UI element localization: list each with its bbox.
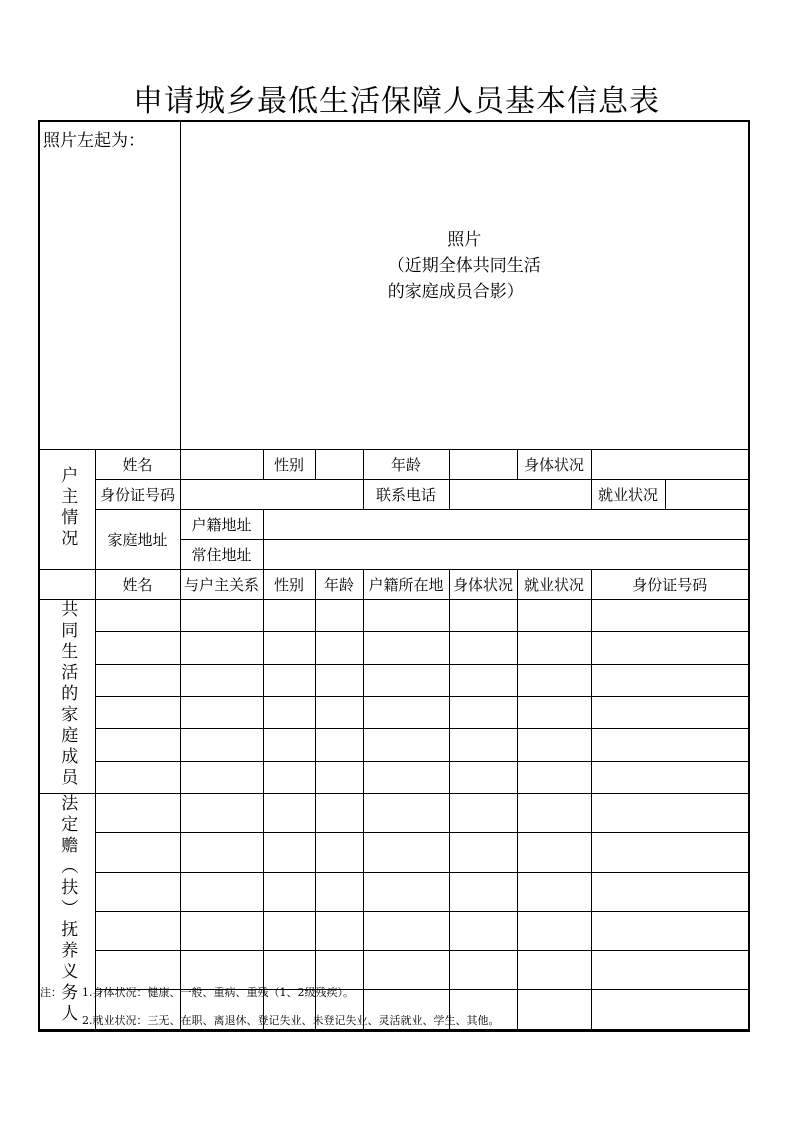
member-cell[interactable] [591,632,749,664]
member-cell[interactable] [363,872,449,911]
obligors-row [39,911,749,950]
obligors-row [39,794,749,833]
label-name: 姓名 [95,450,180,480]
member-cell[interactable] [449,664,517,696]
member-cell[interactable] [180,664,263,696]
member-cell[interactable] [363,632,449,664]
member-cell[interactable] [591,833,749,872]
member-cell[interactable] [517,872,591,911]
member-cell[interactable] [517,664,591,696]
note-1: 注： 1.身体状况：健康、一般、重病、重残（1、2级残疾）。 [40,986,354,999]
family-row [39,600,749,632]
col-header: 户籍所在地 [363,570,449,600]
member-cell[interactable] [517,990,591,1031]
member-cell[interactable] [263,833,315,872]
member-cell[interactable] [263,600,315,632]
member-cell[interactable] [95,872,180,911]
notes-label: 注： [40,986,62,999]
member-cell[interactable] [180,872,263,911]
member-cell[interactable] [95,833,180,872]
member-cell[interactable] [363,761,449,793]
member-cell[interactable] [591,729,749,761]
member-cell[interactable] [363,600,449,632]
member-cell[interactable] [95,696,180,728]
info-form-table [38,120,750,1032]
family-row [39,664,749,696]
member-cell[interactable] [449,600,517,632]
obligors-row [39,872,749,911]
member-cell[interactable] [263,911,315,950]
member-cell[interactable] [315,729,363,761]
member-cell[interactable] [591,664,749,696]
col-header: 身份证号码 [591,570,749,600]
member-cell[interactable] [517,761,591,793]
family-row [39,729,749,761]
field-employment[interactable] [665,480,749,510]
member-cell[interactable] [180,600,263,632]
member-cell[interactable] [180,794,263,833]
member-cell[interactable] [315,696,363,728]
member-cell[interactable] [263,696,315,728]
member-cell[interactable] [449,911,517,950]
member-cell[interactable] [591,794,749,833]
label-employment: 就业状况 [591,480,665,510]
field-registered-address[interactable] [263,510,749,540]
member-cell[interactable] [95,911,180,950]
header-blank [39,570,95,600]
member-cell[interactable] [263,761,315,793]
col-header: 年龄 [315,570,363,600]
member-cell[interactable] [263,729,315,761]
member-cell[interactable] [449,833,517,872]
member-cell[interactable] [315,761,363,793]
obligors-row [39,833,749,872]
label-gender: 性别 [263,450,315,480]
member-cell[interactable] [591,761,749,793]
col-header: 性别 [263,570,315,600]
label-residence-address: 常住地址 [180,540,263,570]
member-cell[interactable] [517,696,591,728]
field-name[interactable] [180,450,263,480]
member-cell[interactable] [315,632,363,664]
field-id-number[interactable] [180,480,363,510]
family-row [39,632,749,664]
field-health[interactable] [591,450,749,480]
member-cell[interactable] [517,794,591,833]
member-cell[interactable] [363,794,449,833]
member-cell[interactable] [180,632,263,664]
member-cell[interactable] [449,761,517,793]
member-cell[interactable] [95,600,180,632]
member-cell[interactable] [95,794,180,833]
label-address: 家庭地址 [95,510,180,570]
member-cell[interactable] [263,794,315,833]
member-cell[interactable] [517,951,591,990]
photo-label: 照片左起为： [39,121,180,450]
member-cell[interactable] [517,911,591,950]
col-header: 姓名 [95,570,180,600]
obligors-section-label: 法定赡（扶）抚养义务人 [39,794,95,1031]
head-section-label: 户主情况 [39,450,95,570]
label-id-number: 身份证号码 [95,480,180,510]
member-cell[interactable] [180,729,263,761]
label-phone: 联系电话 [363,480,449,510]
member-cell[interactable] [315,872,363,911]
member-cell[interactable] [95,632,180,664]
member-cell[interactable] [363,664,449,696]
member-cell[interactable] [517,632,591,664]
family-section-label: 共同生活的家庭成员 [39,600,95,794]
members-header-row [39,570,749,600]
member-cell[interactable] [180,833,263,872]
member-cell[interactable] [449,951,517,990]
member-cell[interactable] [591,696,749,728]
member-cell[interactable] [315,911,363,950]
col-header: 就业状况 [517,570,591,600]
member-cell[interactable] [449,872,517,911]
photo-line1: 照片 [447,229,482,250]
member-cell[interactable] [180,911,263,950]
note-2: 2.就业状况：三无、在职、离退休、登记失业、未登记失业、灵活就业、学生、其他。 [82,1014,500,1027]
member-cell[interactable] [591,990,749,1031]
member-cell[interactable] [95,729,180,761]
member-cell[interactable] [591,911,749,950]
member-cell[interactable] [363,951,449,990]
label-registered-address: 户籍地址 [180,510,263,540]
field-phone[interactable] [449,480,591,510]
photo-area[interactable] [180,121,749,450]
col-header: 与户主关系 [180,570,263,600]
member-cell[interactable] [517,833,591,872]
col-header: 身体状况 [449,570,517,600]
member-cell[interactable] [315,600,363,632]
member-cell[interactable] [363,833,449,872]
member-cell[interactable] [363,911,449,950]
member-cell[interactable] [449,696,517,728]
member-cell[interactable] [449,729,517,761]
member-cell[interactable] [363,696,449,728]
field-gender[interactable] [315,450,363,480]
member-cell[interactable] [449,632,517,664]
member-cell[interactable] [517,600,591,632]
member-cell[interactable] [363,729,449,761]
member-cell[interactable] [263,632,315,664]
member-cell[interactable] [591,600,749,632]
member-cell[interactable] [180,761,263,793]
field-residence-address[interactable] [263,540,749,570]
member-cell[interactable] [95,761,180,793]
member-cell[interactable] [449,794,517,833]
family-row [39,761,749,793]
field-age[interactable] [449,450,517,480]
label-health: 身体状况 [517,450,591,480]
photo-line3: 的家庭成员合影） [387,281,524,302]
member-cell[interactable] [263,664,315,696]
photo-line2: （近期全体共同生活 [387,255,541,276]
member-cell[interactable] [591,872,749,911]
label-age: 年龄 [363,450,449,480]
member-cell[interactable] [591,951,749,990]
member-cell[interactable] [180,696,263,728]
family-row [39,696,749,728]
member-cell[interactable] [315,833,363,872]
member-cell[interactable] [517,729,591,761]
member-cell[interactable] [315,664,363,696]
member-cell[interactable] [315,794,363,833]
member-cell[interactable] [263,872,315,911]
page-title: 申请城乡最低生活保障人员基本信息表 [133,84,660,119]
member-cell[interactable] [95,664,180,696]
